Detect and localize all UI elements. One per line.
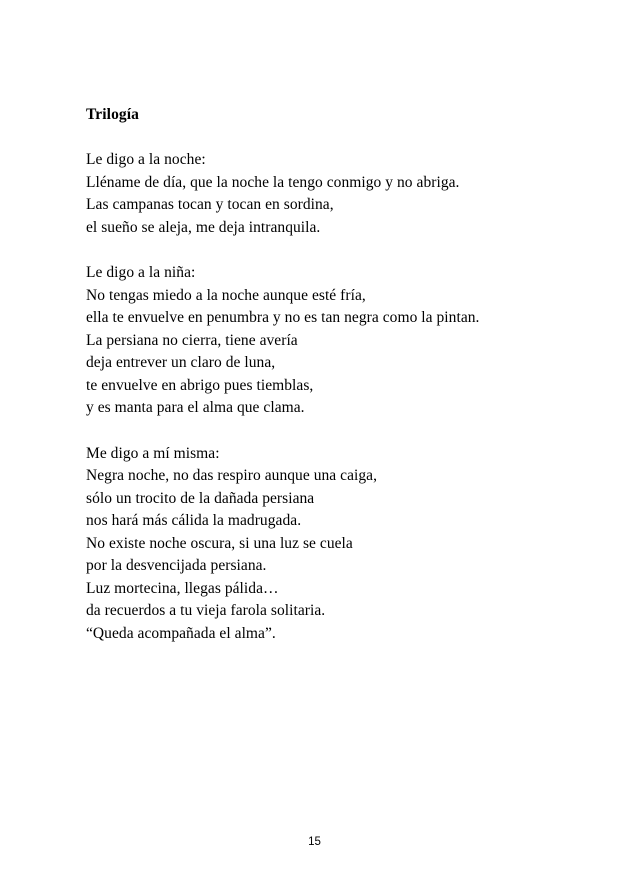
poem-line: Las campanas tocan y tocan en sordina,: [86, 196, 334, 214]
poem-line: da recuerdos a tu vieja farola solitaria.: [86, 602, 326, 620]
poem-body: [86, 104, 569, 645]
poem-line: Negra noche, no das respiro aunque una caiga,: [86, 467, 378, 485]
poem-line: sólo un trocito de la dañada persiana: [86, 489, 315, 507]
poem-line: ella te envuelve en penumbra y no es tan negra como la pintan.: [86, 309, 480, 327]
poem-line: te envuelve en abrigo pues tiemblas,: [86, 376, 314, 394]
poem-line: nos hará más cálida la madrugada.: [86, 512, 302, 530]
poem-line: Le digo a la noche:: [86, 151, 206, 169]
poem-line: Le digo a la niña:: [86, 264, 196, 282]
stanza-1: [86, 149, 569, 239]
page-number: 15: [308, 836, 321, 848]
poem-line: Lléname de día, que la noche la tengo conmigo y no abriga.: [86, 173, 460, 191]
poem-line: Luz mortecina, llegas pálida…: [86, 579, 279, 597]
poem-line: La persiana no cierra, tiene avería: [86, 331, 298, 349]
stanza-3: [86, 443, 569, 646]
poem-title: Trilogía: [86, 106, 140, 123]
poem-line: No tengas miedo a la noche aunque esté fría,: [86, 286, 366, 304]
poem-line: y es manta para el alma que clama.: [86, 399, 305, 417]
poem-line: deja entrever un claro de luna,: [86, 354, 276, 372]
poem-line: el sueño se aleja, me deja intranquila.: [86, 218, 321, 236]
poem-line: No existe noche oscura, si una luz se cuela: [86, 534, 353, 552]
poem-line: Me digo a mí misma:: [86, 444, 220, 462]
poem-line: por la desvencijada persiana.: [86, 557, 267, 575]
stanza-2: [86, 262, 569, 420]
poem-line: “Queda acompañada el alma”.: [86, 624, 276, 642]
